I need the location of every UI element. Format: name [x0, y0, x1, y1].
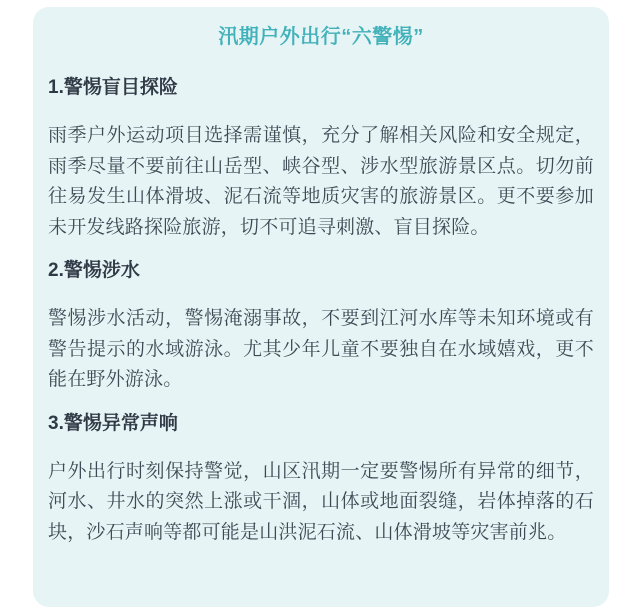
section-body-2: 警惕涉水活动，警惕淹溺事故，不要到江河水库等未知环境或有警告提示的水域游泳。尤其少年儿童不要独自在水域嬉戏，更不能在野外游泳。	[48, 308, 594, 390]
section-heading-2: 2.警惕涉水	[48, 260, 140, 281]
article-section	[48, 76, 594, 243]
article-title: 汛期户外出行“六警惕”	[218, 26, 424, 48]
section-heading-3: 3.警惕异常声响	[48, 412, 178, 434]
article-section	[48, 259, 594, 396]
section-body-1: 雨季户外运动项目选择需谨慎，充分了解相关风险和安全规定，雨季尽量不要前往山岳型、峡谷型、涉水型旅游景区点。切勿前往易发生山体滑坡、泥石流等地质灾害的旅游景区。更不要参加未开发线路探险旅游，切不可追寻刺激、盲目探险。	[48, 125, 594, 238]
article-section	[48, 412, 594, 549]
section-body-3: 户外出行时刻保持警觉，山区汛期一定要警惕所有异常的细节，河水、井水的突然上涨或干涸，山体或地面裂缝，岩体掉落的石块，沙石声响等都可能是山洪泥石流、山体滑坡等灾害前兆。	[48, 460, 594, 543]
section-heading-1: 1.警惕盲目探险	[48, 77, 178, 98]
article-card	[33, 7, 609, 607]
